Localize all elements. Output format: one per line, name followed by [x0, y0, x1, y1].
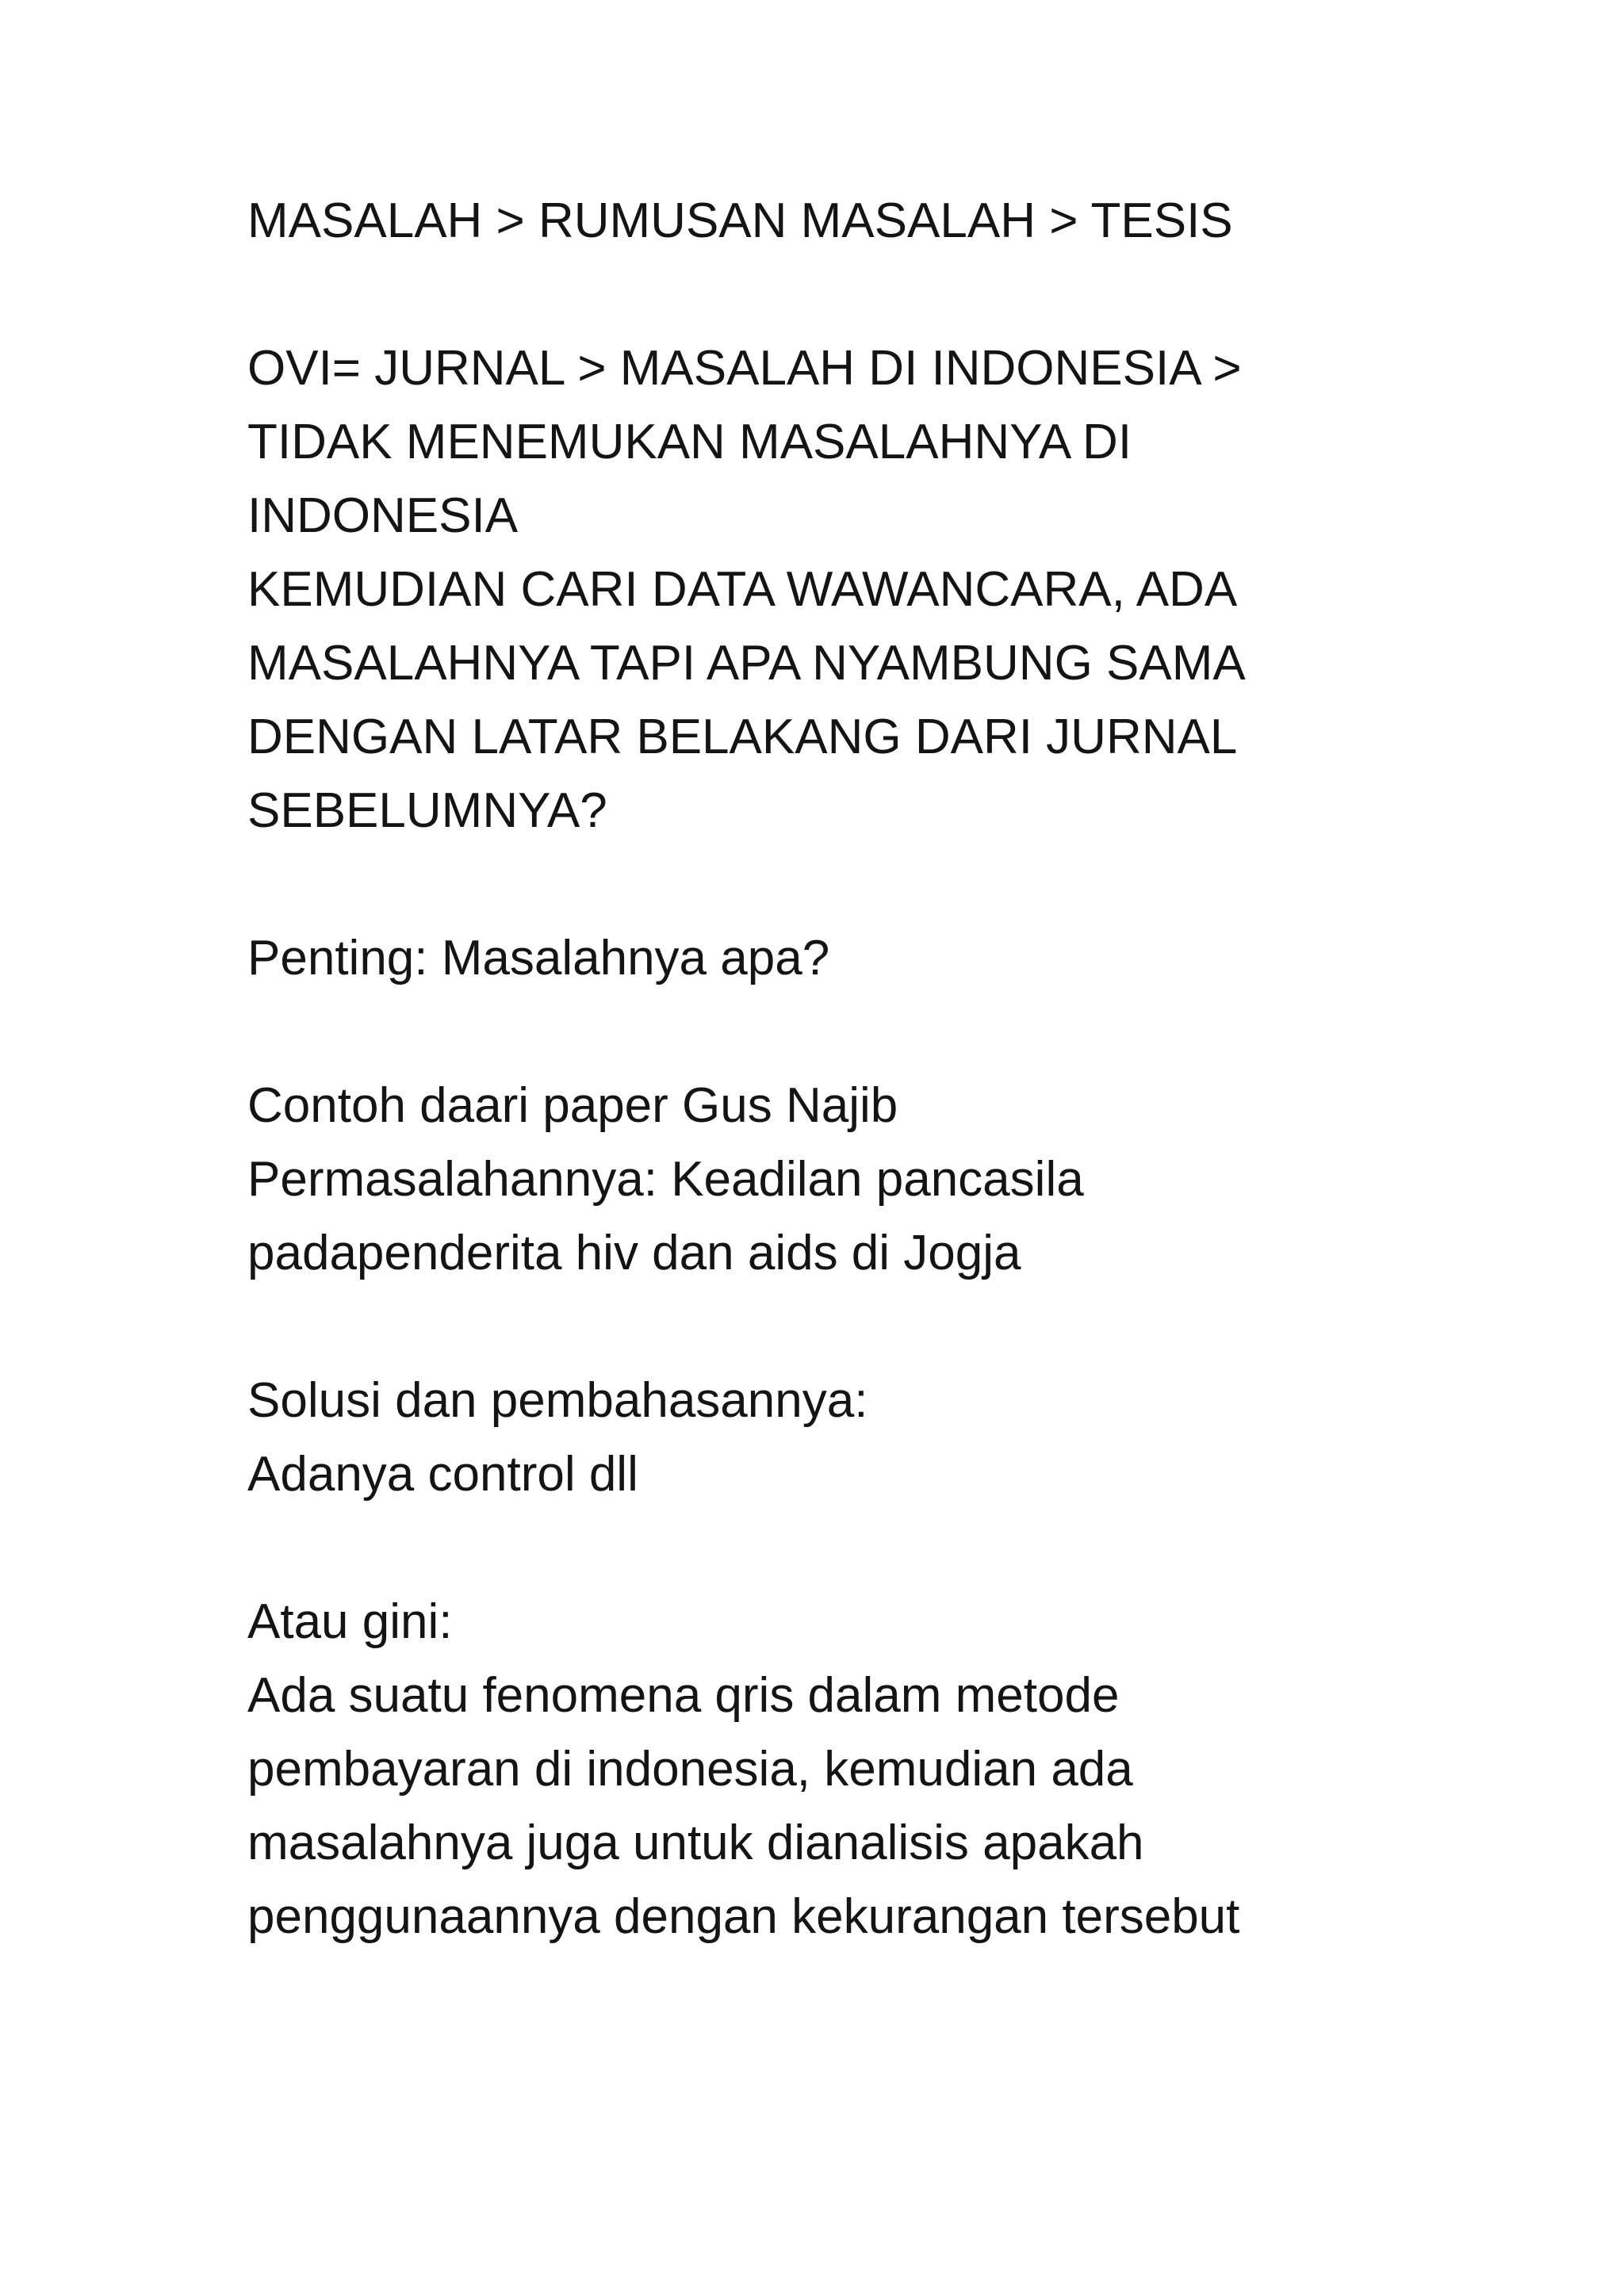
document-body: [247, 184, 1595, 1954]
text-line: KEMUDIAN CARI DATA WAWANCARA, ADA: [247, 562, 1238, 617]
text-line: Permasalahannya: Keadilan pancasila: [247, 1152, 1084, 1207]
text-line: penggunaannya dengan kekurangan tersebut: [247, 1889, 1240, 1944]
text-line: MASALAHNYA TAPI APA NYAMBUNG SAMA: [247, 636, 1246, 691]
text-line: DENGAN LATAR BELAKANG DARI JURNAL: [247, 710, 1238, 764]
text-line: padapenderita hiv dan aids di Jogja: [247, 1226, 1021, 1280]
paragraph-solution: [247, 1364, 1595, 1511]
paragraph-important: [247, 921, 1595, 995]
text-line: Solusi dan pembahasannya:: [247, 1373, 868, 1428]
text-line: Ada suatu fenomena qris dalam metode: [247, 1668, 1120, 1723]
text-line: Contoh daari paper Gus Najib: [247, 1078, 898, 1133]
text-line: Atau gini:: [247, 1594, 453, 1649]
text-line: MASALAH > RUMUSAN MASALAH > TESIS: [247, 193, 1233, 248]
paragraph-ovi-note: [247, 331, 1595, 848]
paragraph-example: [247, 1069, 1595, 1290]
text-line: pembayaran di indonesia, kemudian ada: [247, 1742, 1133, 1797]
paragraph-heading-flow: [247, 184, 1595, 258]
paragraph-alternative: [247, 1585, 1595, 1954]
text-line: Penting: Masalahnya apa?: [247, 931, 830, 985]
text-line: OVI= JURNAL > MASALAH DI INDONESIA >: [247, 341, 1242, 396]
text-line: TIDAK MENEMUKAN MASALAHNYA DI: [247, 415, 1132, 469]
text-line: Adanya control dll: [247, 1447, 638, 1502]
text-line: INDONESIA: [247, 488, 519, 543]
text-line: masalahnya juga untuk dianalisis apakah: [247, 1816, 1144, 1870]
text-line: SEBELUMNYA?: [247, 783, 607, 838]
